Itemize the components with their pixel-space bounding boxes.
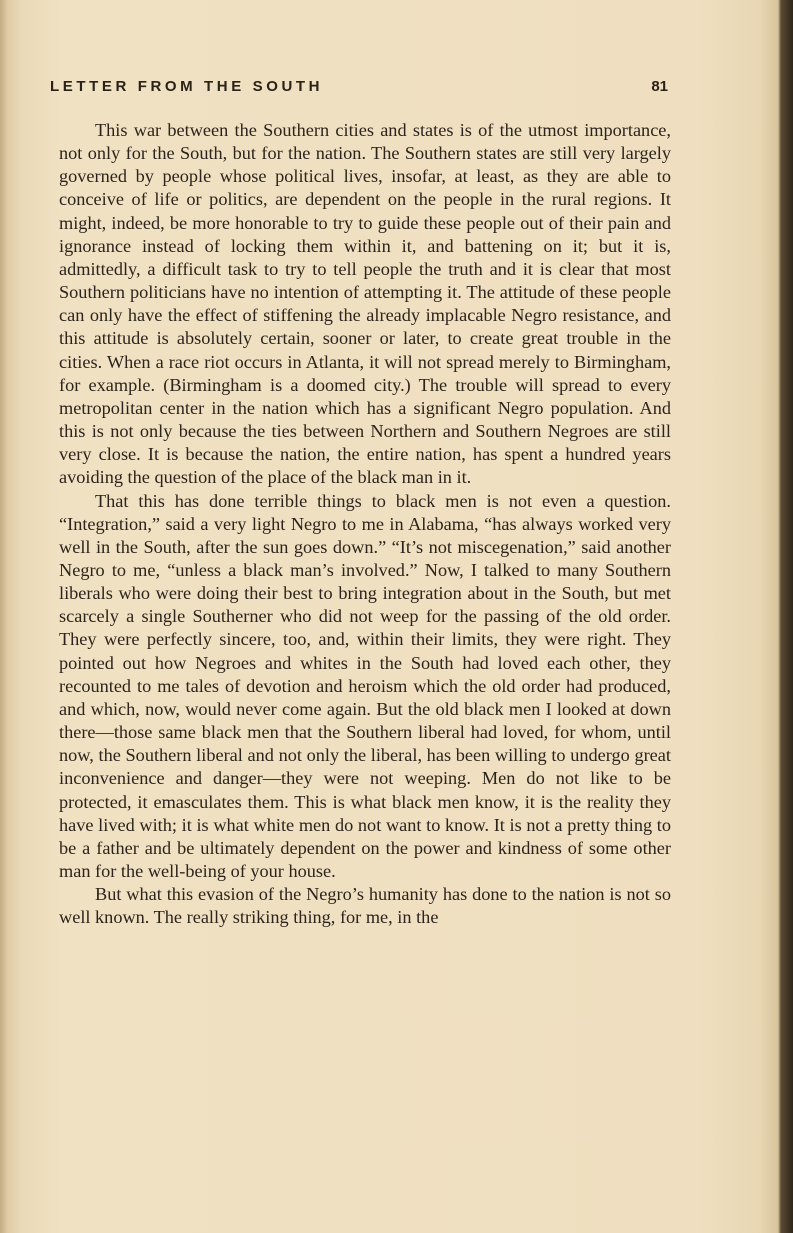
paragraph: This war between the Southern cities and states is of the utmost importance, not only for the South, but for the nation. The Southern states are still very largely governed by people whose political lives, insofar, at least, as they are able to conceive of life or politics, are dependent on the people in the rural regions. It might, indeed, be more honorable to try to guide these people out of their pain and ignorance instead of locking them within it, and battening on it; but it is, admittedly, a difficult task to try to tell people the truth and it is clear that most Southern politicians have no intention of attempting it. The attitude of these people can only have the effect of stiffening the already implacable Negro resistance, and this attitude is absolutely certain, sooner or later, to create great trouble in the cities. When a race riot occurs in Atlanta, it will not spread merely to Birmingham, for example. (Birmingham is a doomed city.) The trouble will spread to every metropolitan center in the nation which has a significant Negro population. And this is not only because the ties between Northern and Southern Negroes are still very close. It is because the nation, the entire nation, has spent a hundred years avoiding the question of the place of the black man in it.: [59, 120, 671, 488]
running-head: [50, 78, 668, 102]
body-text: [59, 119, 671, 929]
paragraph: But what this evasion of the Negro’s humanity has done to the nation is not so well known. The really striking thing, for me, in the: [59, 884, 671, 928]
paragraph: That this has done terrible things to black men is not even a question. “Integration,” said a very light Negro to me in Alabama, “has always worked very well in the South, after the sun goes down.” “It’s not miscegenation,” said another Negro to me, “unless a black man’s involved.” Now, I talked to many Southern liberals who were doing their best to bring integration about in the South, but met scarcely a single Southerner who did not weep for the passing of the old order. They were perfectly sincere, too, and, within their limits, they were right. They pointed out how Negroes and whites in the South had loved each other, they recounted to me tales of devotion and heroism which the old order had produced, and which, now, would never come again. But the old black men I looked at down there—those same black men that the Southern liberal had loved, for whom, until now, the Southern liberal and not only the liberal, has been willing to undergo great inconvenience and danger—they were not weeping. Men do not like to be protected, it emasculates them. This is what black men know, it is the reality they have lived with; it is what white men do not want to know. It is not a pretty thing to be a father and be ultimately dependent on the power and kindness of some other man for the well-being of your house.: [59, 490, 671, 881]
page-number: 81: [651, 78, 668, 95]
running-head-title: LETTER FROM THE SOUTH: [50, 78, 324, 95]
page-gutter-shadow: [0, 0, 8, 1233]
